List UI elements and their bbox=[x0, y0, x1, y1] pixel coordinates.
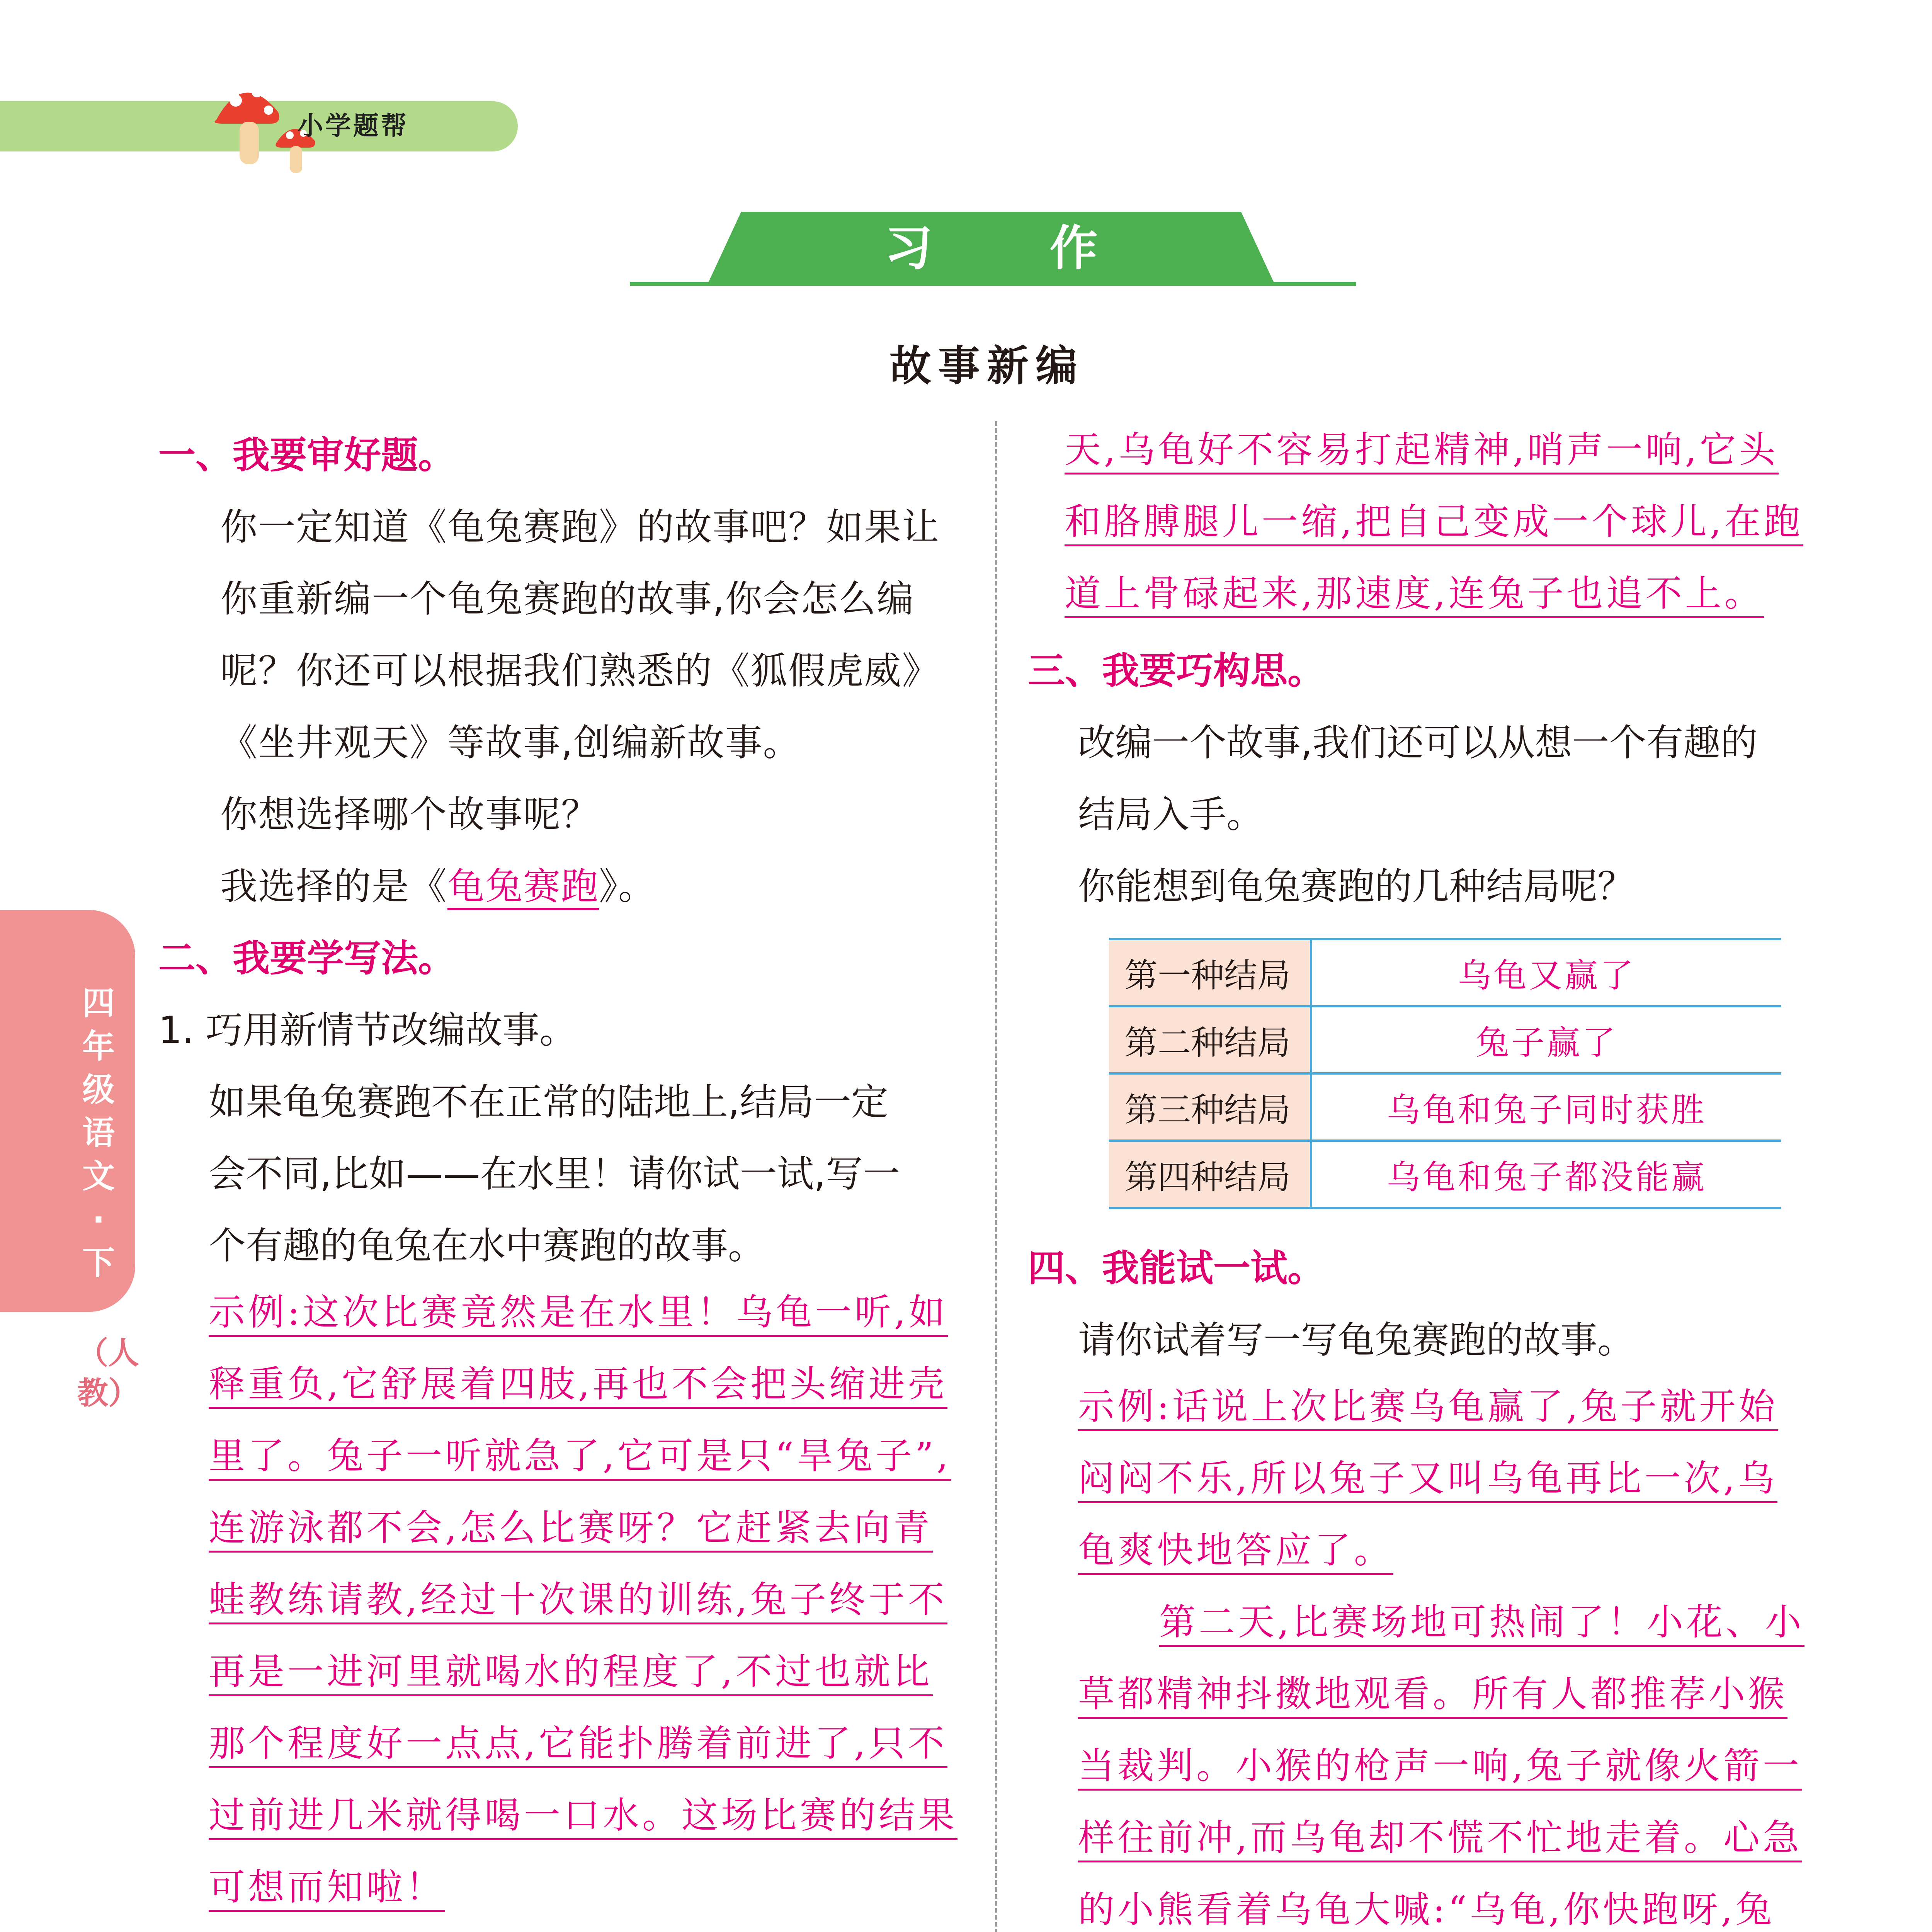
answer-line: 连游泳都不会,怎么比赛呀？它赶紧去向青 bbox=[158, 1497, 962, 1569]
ending-label: 第一种结局 bbox=[1109, 939, 1311, 1006]
question-line: 你重新编一个龟兔赛跑的故事,你会怎么编 bbox=[220, 577, 915, 621]
question-line: 你一定知道《龟兔赛跑》的故事吧？如果让 bbox=[220, 505, 940, 549]
answer-line: 示例:这次比赛竟然是在水里！乌龟一听,如 bbox=[158, 1282, 962, 1354]
choice-answer: 龟兔赛跑 bbox=[447, 865, 599, 910]
column-divider bbox=[995, 421, 997, 1932]
answer-line: 样往前冲,而乌龟却不慌不忙地走着。心急 bbox=[1028, 1807, 1824, 1879]
answer-line: 那个程度好一点点,它能扑腾着前进了,只不 bbox=[158, 1713, 962, 1785]
table-row bbox=[1109, 939, 1781, 1006]
answer-line: 道上骨碌起来,那速度,连兔子也追不上。 bbox=[1028, 563, 1824, 635]
answer-line: 示例:话说上次比赛乌龟赢了,兔子就开始 bbox=[1028, 1376, 1824, 1448]
question-line: 你想选择哪个故事呢？ bbox=[220, 793, 599, 836]
item-title: 1. 巧用新情节改编故事。 bbox=[158, 1009, 577, 1052]
answer-line: 第二天,比赛场地可热闹了！小花、小 bbox=[1028, 1592, 1824, 1663]
answer-line: 天,乌龟好不容易打起精神,哨声一响,它头 bbox=[1028, 419, 1824, 491]
ending-answer: 乌龟又赢了 bbox=[1311, 939, 1781, 1006]
ending-answer: 乌龟和兔子同时获胜 bbox=[1311, 1073, 1781, 1141]
question-line: 你能想到龟兔赛跑的几种结局呢？ bbox=[1078, 865, 1634, 908]
section-heading: 四、我能试一试。 bbox=[1028, 1247, 1325, 1290]
answer-line: 闷闷不乐,所以兔子又叫乌龟再比一次,乌 bbox=[1028, 1448, 1824, 1520]
choice-suffix: 》。 bbox=[599, 865, 656, 908]
question-line: 呢？你还可以根据我们熟悉的《狐假虎威》 bbox=[220, 649, 940, 692]
endings-table bbox=[1109, 938, 1781, 1209]
edition-label: （人教） bbox=[77, 1335, 139, 1411]
right-column bbox=[1028, 419, 1824, 1932]
answer-line: 和胳膊腿儿一缩,把自己变成一个球儿,在跑 bbox=[1028, 491, 1824, 563]
answer-line: 蛙教练请教,经过十次课的训练,兔子终于不 bbox=[158, 1569, 962, 1641]
section-heading: 一、我要审好题。 bbox=[158, 434, 455, 477]
grade-label: 四年级语文·下 bbox=[82, 984, 115, 1282]
answer-line: 草都精神抖擞地观看。所有人都推荐小猴 bbox=[1028, 1663, 1824, 1735]
answer-line: 可想而知啦！ bbox=[158, 1857, 962, 1929]
item-line: 个有趣的龟兔在水中赛跑的故事。 bbox=[209, 1224, 765, 1267]
ending-label: 第四种结局 bbox=[1109, 1141, 1311, 1208]
section-heading: 二、我要学写法。 bbox=[158, 937, 455, 980]
answer-line: 的小熊看着乌龟大喊:“乌龟,你快跑呀,兔 bbox=[1028, 1879, 1824, 1932]
question-line: 请你试着写一写龟兔赛跑的故事。 bbox=[1078, 1318, 1634, 1362]
answer-line: 再是一进河里就喝水的程度了,不过也就比 bbox=[158, 1641, 962, 1713]
item-line: 会不同,比如——在水里！请你试一试,写一 bbox=[209, 1152, 900, 1196]
section-heading: 三、我要巧构思。 bbox=[1028, 649, 1325, 692]
question-line: 结局入手。 bbox=[1078, 793, 1264, 836]
answer-line: 里了。兔子一听就急了,它可是只“旱兔子”, bbox=[158, 1425, 962, 1497]
choice-line bbox=[158, 850, 962, 922]
left-column bbox=[158, 419, 962, 1932]
table-row bbox=[1109, 1073, 1781, 1141]
table-row bbox=[1109, 1141, 1781, 1208]
table-row bbox=[1109, 1006, 1781, 1073]
question-line: 改编一个故事,我们还可以从想一个有趣的 bbox=[1078, 721, 1758, 764]
answer-line: 当裁判。小猴的枪声一响,兔子就像火箭一 bbox=[1028, 1735, 1824, 1807]
ending-answer: 兔子赢了 bbox=[1311, 1006, 1781, 1073]
ending-label: 第三种结局 bbox=[1109, 1073, 1311, 1141]
page-subtitle: 故事新编 bbox=[889, 342, 1084, 390]
item-title bbox=[158, 1929, 962, 1932]
brand-name: 小学题帮 bbox=[298, 111, 409, 141]
ending-label: 第二种结局 bbox=[1109, 1006, 1311, 1073]
answer-line: 释重负,它舒展着四肢,再也不会把头缩进壳 bbox=[158, 1354, 962, 1425]
choice-prefix: 我选择的是《 bbox=[220, 865, 447, 908]
item-line: 如果龟兔赛跑不在正常的陆地上,结局一定 bbox=[209, 1080, 888, 1124]
ending-answer: 乌龟和兔子都没能赢 bbox=[1311, 1141, 1781, 1208]
section-title: 习 作 bbox=[884, 221, 1148, 276]
answer-line: 过前进几米就得喝一口水。这场比赛的结果 bbox=[158, 1785, 962, 1857]
answer-line: 龟爽快地答应了。 bbox=[1028, 1520, 1824, 1592]
question-line: 《坐井观天》等故事,创编新故事。 bbox=[220, 721, 801, 764]
